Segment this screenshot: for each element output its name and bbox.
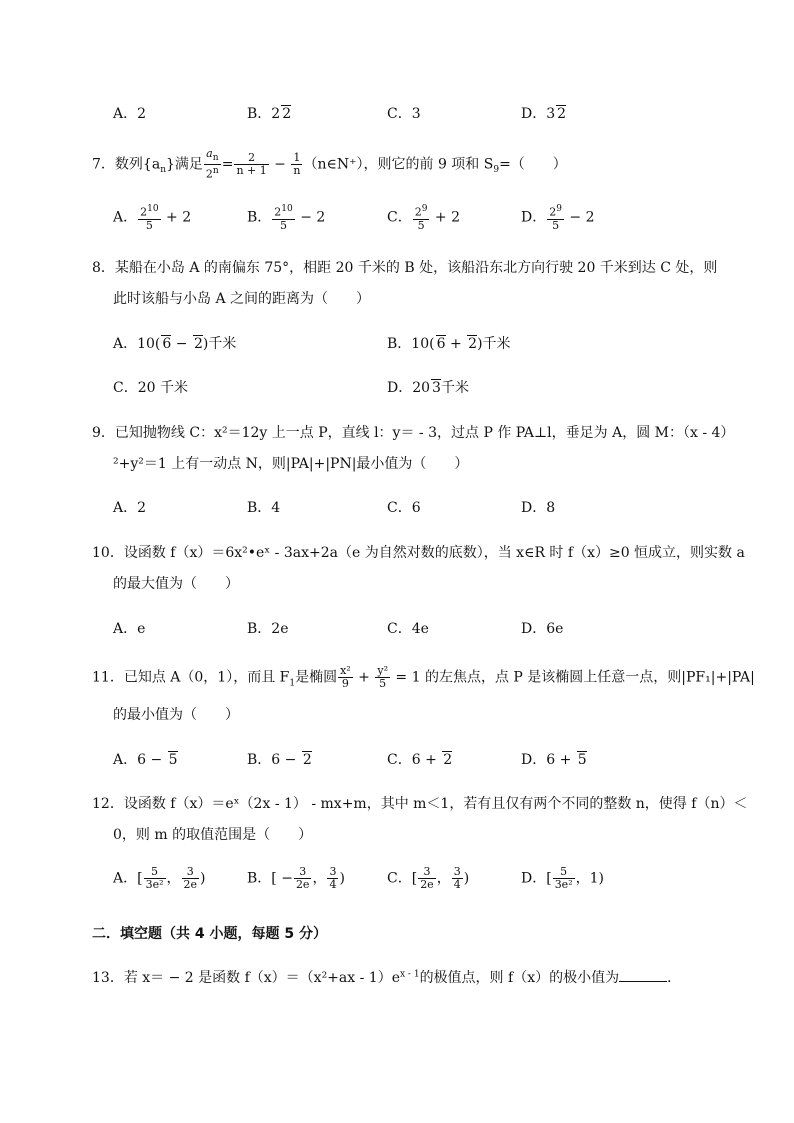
q10-option-c: C．4e bbox=[387, 621, 429, 637]
q7-option-c: C． $\frac{2^9}{5}$ + 2 bbox=[387, 204, 460, 232]
q9-option-d: D．8 bbox=[521, 500, 556, 516]
q11-option-c: C．6 + 2 bbox=[387, 752, 453, 768]
q9-stem-line1: 9．已知抛物线 C：x²＝12y 上一点 P，直线 l：y＝ - 3，过点 P 作 PA⊥l，垂足为 A，圆 M：（x - 4） bbox=[92, 425, 735, 441]
answer-blank[interactable] bbox=[619, 969, 667, 982]
q12-stem-line2: 0，则 m 的取值范围是（ ） bbox=[113, 827, 313, 843]
q6-option-b: B．2 2 bbox=[247, 106, 292, 122]
q12-option-a: A．[ $\frac{5}{\text{3e²}}$ ， $\frac{3}{2e}$ ) bbox=[113, 865, 206, 891]
q7-option-b: B． $\frac{2^{10}}{5}$ − 2 bbox=[247, 204, 326, 232]
q10-stem-line2: 的最大值为（ ） bbox=[113, 576, 239, 592]
q9-option-a: A．2 bbox=[113, 500, 147, 516]
q8-option-d: D．20 3千米 bbox=[387, 380, 469, 396]
q11-option-d: D．6 + 5 bbox=[521, 752, 587, 768]
q10-stem-line1: 10．设函数 f（x）＝6x²•eˣ - 3ax+2a（e 为自然对数的底数），当 x∈R 时 f（x）≥0 恒成立，则实数 a bbox=[92, 545, 745, 561]
q13-stem: 13．若 x＝ − 2 是函数 $f(x)=(x^2+ax - 1)e^{x - 1}$的极值点，则 f（x）的极小值为 ． bbox=[92, 969, 682, 986]
q9-stem-line2: ²+y²＝1 上有一动点 N，则|PA|+|PN|最小值为（ ） bbox=[113, 456, 469, 472]
q8-stem-line1: 8．某船在小岛 A 的南偏东 75°，相距 20 千米的 B 处，该船沿东北方向行驶 20 千米到达 C 处，则 bbox=[92, 260, 718, 276]
q8-option-c: C．20 千米 bbox=[113, 380, 188, 396]
q10-option-a: A．e bbox=[113, 621, 146, 637]
q6-option-c: C．3 bbox=[387, 106, 421, 122]
q10-option-d: D．6e bbox=[521, 621, 564, 637]
q10-option-b: B．2e bbox=[247, 621, 289, 637]
q9-option-c: C．6 bbox=[387, 500, 421, 516]
q11-stem-line1: 11．已知点 A（0，1），而且 $F_1$是椭圆 $\frac{\text{x²}}{9}$ + $\frac{\text{y²}}{5}$ = 1 的左焦点，点 P 是该椭圆上任意一点，则|PF₁|+|PA| bbox=[92, 664, 755, 690]
q12-option-b: B．[ − $\frac{3}{2e}$ ， $\frac{3}{4}$ ) bbox=[247, 865, 345, 891]
q7-option-a: A． $\frac{2^{10}}{5}$ + 2 bbox=[113, 204, 192, 232]
q8-stem-line2: 此时该船与小岛 A 之间的距离为（ ） bbox=[113, 291, 371, 307]
q12-option-c: C．[ $\frac{3}{2e}$ ， $\frac{3}{4}$ ) bbox=[387, 865, 470, 891]
q9-option-b: B．4 bbox=[247, 500, 281, 516]
q11-option-a: A．6 − 5 bbox=[113, 752, 178, 768]
q11-option-b: B．6 − 2 bbox=[247, 752, 312, 768]
q11-stem-line2: 的最小值为（ ） bbox=[113, 707, 239, 723]
q8-option-b: B．10( 6 + 2)千米 bbox=[387, 336, 511, 352]
q12-option-d: D．[ $\frac{5}{\text{3e²}}$ ，1) bbox=[521, 865, 604, 891]
q8-option-a: A．10( 6 − 2)千米 bbox=[113, 336, 237, 352]
section-heading: 二．填空题（共 4 小题，每题 5 分） bbox=[92, 926, 327, 942]
q6-option-a: A．2 bbox=[113, 106, 147, 122]
q7-stem: 7．数列$\{a_n\}$满足 $\frac{a_n}{2^n}$ = $\frac{2}{n + 1}$ − $\frac{1}{n}$ （n∈N⁺），则它的前 9 项和 $S_9=$（ ） bbox=[92, 147, 567, 181]
q12-stem-line1: 12．设函数 f（x）＝eˣ（2x - 1） - mx+m，其中 m＜1，若有且仅有两个不同的整数 n，使得 f（n）＜ bbox=[92, 796, 748, 812]
q6-option-d: D．3 2 bbox=[521, 106, 567, 122]
q7-option-d: D． $\frac{2^9}{5}$ − 2 bbox=[521, 204, 595, 232]
